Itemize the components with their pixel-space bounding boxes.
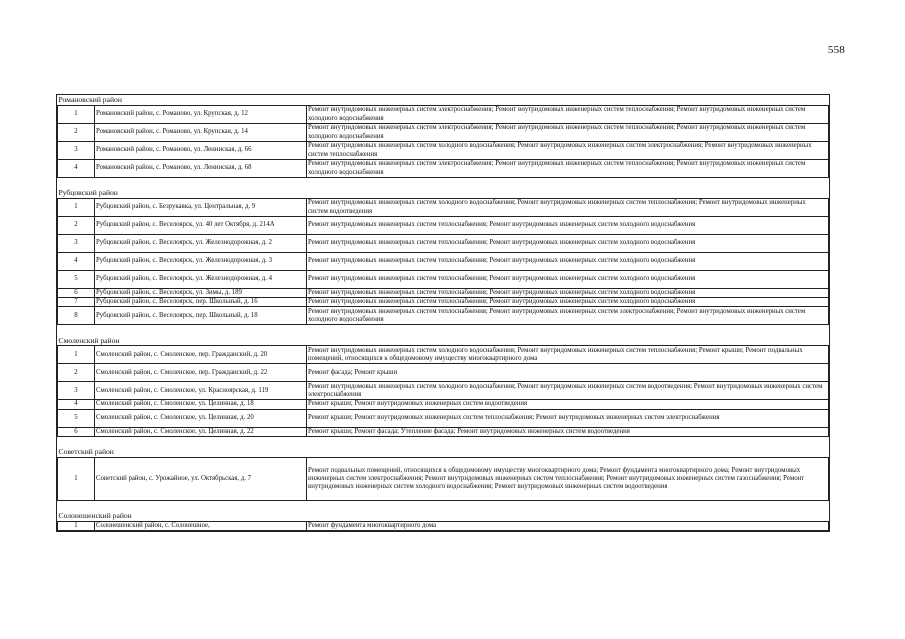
address-cell: Смоленский район, с. Смоленское, ул. Целинная, д. 18 bbox=[95, 400, 307, 409]
works-cell: Ремонт крыши; Ремонт фасада; Утепление фасада; Ремонт внутридомовых инженерных систем водоотведения bbox=[307, 427, 829, 436]
row-number: 1 bbox=[58, 521, 95, 530]
district-header-row bbox=[58, 188, 829, 199]
table-row bbox=[58, 382, 829, 400]
works-cell: Ремонт внутридомовых инженерных систем теплоснабжения; Ремонт внутридомовых инженерных систем холодного водоснабжения bbox=[307, 298, 829, 307]
row-number: 6 bbox=[58, 289, 95, 298]
table-row bbox=[58, 289, 829, 298]
works-cell: Ремонт внутридомовых инженерных систем теплоснабжения; Ремонт внутридомовых инженерных систем электроснабжения; Ремонт внутридомовых инженерных систем холодного водоснабжения bbox=[307, 307, 829, 325]
address-cell: Рубцовский район, с. Веселоярск, пер. Школьный, д. 18 bbox=[95, 307, 307, 325]
row-number: 4 bbox=[58, 253, 95, 271]
works-cell: Ремонт внутридомовых инженерных систем теплоснабжения; Ремонт внутридомовых инженерных систем холодного водоснабжения bbox=[307, 235, 829, 253]
address-cell: Романовский район, с. Романово, ул. Ленинская, д. 66 bbox=[95, 142, 307, 160]
works-cell: Ремонт внутридомовых инженерных систем электроснабжения; Ремонт внутридомовых инженерных систем теплоснабжения; Ремонт внутридомовых инженерных систем холодного водоснабжения bbox=[307, 160, 829, 178]
works-cell: Ремонт крыши; Ремонт внутридомовых инженерных систем водоотведения bbox=[307, 400, 829, 409]
works-cell: Ремонт внутридомовых инженерных систем теплоснабжения; Ремонт внутридомовых инженерных систем холодного водоснабжения bbox=[307, 271, 829, 289]
section-spacer bbox=[58, 436, 829, 447]
repair-schedule-table bbox=[56, 94, 830, 532]
row-number: 3 bbox=[58, 142, 95, 160]
district-title: Романовский район bbox=[58, 95, 829, 106]
row-number: 3 bbox=[58, 235, 95, 253]
section-spacer bbox=[58, 500, 829, 511]
table-row bbox=[58, 271, 829, 289]
district-title: Смоленский район bbox=[58, 335, 829, 346]
district-header-row bbox=[58, 511, 829, 522]
row-number: 3 bbox=[58, 382, 95, 400]
row-number: 6 bbox=[58, 427, 95, 436]
section-spacer bbox=[58, 325, 829, 336]
address-cell: Солонешенский район, с. Солонешное, bbox=[95, 521, 307, 530]
table-row bbox=[58, 217, 829, 235]
address-cell: Смоленский район, с. Смоленское, пер. Гражданский, д. 22 bbox=[95, 364, 307, 382]
address-cell: Рубцовский район, с. Безрукавка, ул. Центральная, д. 9 bbox=[95, 199, 307, 217]
address-cell: Романовский район, с. Романово, ул. Крупская, д. 14 bbox=[95, 124, 307, 142]
row-number: 1 bbox=[58, 199, 95, 217]
spacer-cell bbox=[58, 436, 829, 447]
works-cell: Ремонт внутридомовых инженерных систем холодного водоснабжения; Ремонт внутридомовых инженерных систем водоотведения; Ремонт внутридомовых инженерных систем электроснабжения bbox=[307, 382, 829, 400]
address-cell: Романовский район, с. Романово, ул. Крупская, д. 12 bbox=[95, 106, 307, 124]
row-number: 8 bbox=[58, 307, 95, 325]
district-header-row bbox=[58, 95, 829, 106]
district-title: Солонешенский район bbox=[58, 511, 829, 522]
row-number: 1 bbox=[58, 457, 95, 500]
spacer-cell bbox=[58, 500, 829, 511]
address-cell: Смоленский район, с. Смоленское, ул. Красноярская, д. 119 bbox=[95, 382, 307, 400]
table-row bbox=[58, 298, 829, 307]
row-number: 2 bbox=[58, 364, 95, 382]
address-cell: Советский район, с. Урожайное, ул. Октябрьская, д. 7 bbox=[95, 457, 307, 500]
table-row bbox=[58, 106, 829, 124]
district-header-row bbox=[58, 335, 829, 346]
table-row bbox=[58, 346, 829, 364]
table-row bbox=[58, 457, 829, 500]
row-number: 4 bbox=[58, 160, 95, 178]
table-row bbox=[58, 521, 829, 530]
spacer-cell bbox=[58, 178, 829, 189]
table-row bbox=[58, 427, 829, 436]
table-row bbox=[58, 307, 829, 325]
table-row bbox=[58, 160, 829, 178]
works-cell: Ремонт фасада; Ремонт крыши bbox=[307, 364, 829, 382]
table-row bbox=[58, 199, 829, 217]
row-number: 1 bbox=[58, 106, 95, 124]
address-cell: Рубцовский район, с. Веселоярск, ул. Железнодорожная, д. 4 bbox=[95, 271, 307, 289]
page-number: 558 bbox=[827, 44, 845, 56]
row-number: 4 bbox=[58, 400, 95, 409]
works-cell: Ремонт внутридомовых инженерных систем холодного водоснабжения; Ремонт внутридомовых инженерных систем теплоснабжения; Ремонт крыши; Ремонт подвальных помещений, относящихся к общедомовому имуществу многоквартирного дома bbox=[307, 346, 829, 364]
row-number: 1 bbox=[58, 346, 95, 364]
row-number: 2 bbox=[58, 217, 95, 235]
district-title: Рубцовский район bbox=[58, 188, 829, 199]
works-cell: Ремонт внутридомовых инженерных систем теплоснабжения; Ремонт внутридомовых инженерных систем холодного водоснабжения bbox=[307, 217, 829, 235]
works-cell: Ремонт внутридомовых инженерных систем электроснабжения; Ремонт внутридомовых инженерных систем теплоснабжения; Ремонт внутридомовых инженерных систем холодного водоснабжения bbox=[307, 106, 829, 124]
address-cell: Рубцовский район, с. Веселоярск, ул. Железнодорожная, д. 2 bbox=[95, 235, 307, 253]
table-row bbox=[58, 253, 829, 271]
table-row bbox=[58, 364, 829, 382]
address-cell: Смоленский район, с. Смоленское, ул. Целинная, д. 20 bbox=[95, 409, 307, 427]
works-cell: Ремонт подвальных помещений, относящихся к общедомовому имуществу многоквартирного дома; Ремонт фундамента многоквартирного дома; Ремонт внутридомовых инженерных систем электроснабжения; Ремонт внутридомовых инженерных систем теплоснабжения; Ремонт внутридомовых инженерных систем газоснабжения; Ремонт внутридомовых инженерных систем холодного водоснабжения; Ремонт внутридомовых инженерных систем водоотведения bbox=[307, 457, 829, 500]
row-number: 5 bbox=[58, 409, 95, 427]
works-cell: Ремонт внутридомовых инженерных систем электроснабжения; Ремонт внутридомовых инженерных систем теплоснабжения; Ремонт внутридомовых инженерных систем холодного водоснабжения bbox=[307, 124, 829, 142]
works-cell: Ремонт внутридомовых инженерных систем теплоснабжения; Ремонт внутридомовых инженерных систем холодного водоснабжения bbox=[307, 253, 829, 271]
row-number: 7 bbox=[58, 298, 95, 307]
table-row bbox=[58, 142, 829, 160]
address-cell: Смоленский район, с. Смоленское, ул. Целинная, д. 22 bbox=[95, 427, 307, 436]
address-cell: Рубцовский район, с. Веселоярск, ул. Зимы, д. 189 bbox=[95, 289, 307, 298]
address-cell: Рубцовский район, с. Веселоярск, ул. 40 лет Октября, д. 214А bbox=[95, 217, 307, 235]
table-row bbox=[58, 409, 829, 427]
address-cell: Романовский район, с. Романово, ул. Ленинская, д. 68 bbox=[95, 160, 307, 178]
works-cell: Ремонт крыши; Ремонт внутридомовых инженерных систем теплоснабжения; Ремонт внутридомовых инженерных систем электроснабжения bbox=[307, 409, 829, 427]
address-cell: Рубцовский район, с. Веселоярск, ул. Железнодорожная, д. 3 bbox=[95, 253, 307, 271]
section-spacer bbox=[58, 178, 829, 189]
works-cell: Ремонт фундамента многоквартирного дома bbox=[307, 521, 829, 530]
row-number: 2 bbox=[58, 124, 95, 142]
table-body bbox=[58, 95, 829, 531]
works-cell: Ремонт внутридомовых инженерных систем холодного водоснабжения; Ремонт внутридомовых инженерных систем электроснабжения; Ремонт внутридомовых инженерных систем теплоснабжения bbox=[307, 142, 829, 160]
address-cell: Рубцовский район, с. Веселоярск, пер. Школьный, д. 16 bbox=[95, 298, 307, 307]
table-row bbox=[58, 124, 829, 142]
works-cell: Ремонт внутридомовых инженерных систем холодного водоснабжения; Ремонт внутридомовых инженерных систем теплоснабжения; Ремонт внутридомовых инженерных систем водоотведения bbox=[307, 199, 829, 217]
row-number: 5 bbox=[58, 271, 95, 289]
spacer-cell bbox=[58, 325, 829, 336]
address-cell: Смоленский район, с. Смоленское, пер. Гражданский, д. 20 bbox=[95, 346, 307, 364]
works-cell: Ремонт внутридомовых инженерных систем теплоснабжения; Ремонт внутридомовых инженерных систем холодного водоснабжения bbox=[307, 289, 829, 298]
table-row bbox=[58, 400, 829, 409]
district-header-row bbox=[58, 447, 829, 458]
district-title: Советский район bbox=[58, 447, 829, 458]
table-row bbox=[58, 235, 829, 253]
